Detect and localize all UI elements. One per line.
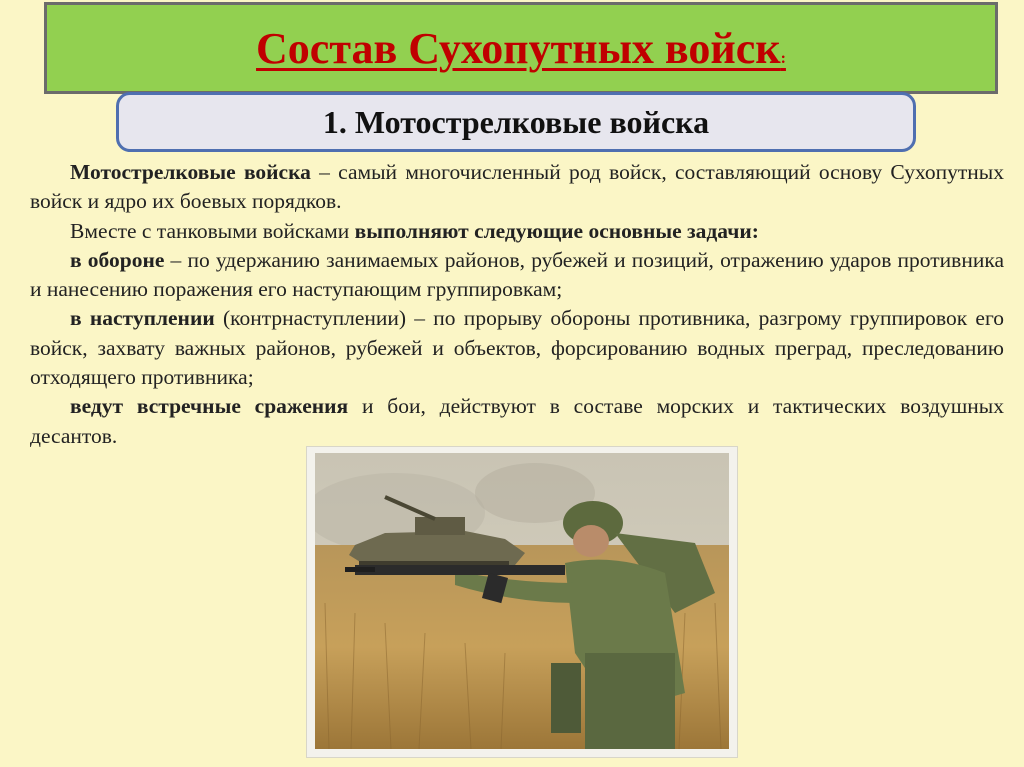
paragraph-3 [30,246,1004,305]
subtitle-banner [116,92,916,152]
soldier-photo [315,453,729,749]
title-banner [44,2,998,94]
soldier-photo-illustration [315,453,729,749]
p5-bold: ведут встречные сражения [70,394,349,419]
p4-text: (контрнаступлении) – по прорыву обороны противника, разгрому группировок его войск, захвату важных районов, рубежей и объектов, форсированию водных преград, преследованию отходящего противника; [30,306,1004,390]
p1-text: – самый многочисленный род войск, составляющий основу Сухопутных войск и ядро их боевых порядков. [30,160,1004,214]
p4-bold: в наступлении [70,306,215,331]
paragraph-5 [30,392,1004,451]
p5-text: и бои, действуют в составе морских и тактических воздушных десантов. [30,394,1005,448]
p3-text: – по удержанию занимаемых районов, рубежей и позиций, отражению ударов противника и нанесению поражения его наступающим группировкам; [30,247,1004,302]
p3-bold: в обороне [70,247,165,272]
p2-text: Вместе с танковыми войсками [70,218,355,243]
photo-frame [306,446,738,758]
body-text [30,158,1004,451]
slide-title [256,23,786,74]
p1-bold: Мотострелковые войска [70,160,311,184]
slide-subtitle: 1. Мотострелковые войска [322,103,710,140]
slide-title-colon: : [780,49,786,67]
paragraph-2 [30,217,1004,246]
slide-title-text: Состав Сухопутных войск [256,23,781,73]
paragraph-1 [30,158,1004,217]
paragraph-4 [30,304,1004,392]
p2-bold: выполняют следующие основные задачи: [354,218,759,243]
